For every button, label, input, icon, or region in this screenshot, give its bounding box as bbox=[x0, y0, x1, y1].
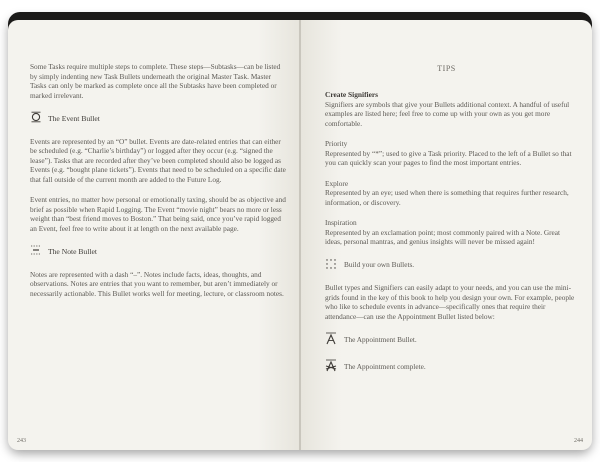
notebook bbox=[8, 12, 592, 448]
event-paragraph-2: Event entries, no matter how personal or emotionally taxing, should be as objective and brief as possible when Rapid Logging. The Event “movie night” bears no more or less weight than “best friend moves to Boston.” That being said, once you’ve rapid logged an Event, feel free to write about it at length on the next available page. bbox=[30, 195, 286, 233]
event-paragraph-1: Events are represented by an “O” bullet. Events are date-related entries that can either be scheduled (e.g. “Charlie’s birthday”) or logged after they occur (e.g. “signed the lease”). Tasks that are recorded after they’ve been completed should also be logged as Events (e.g. “bought plane tickets”). Events that need to be scheduled on a specific date that fall outside of the current month are added to the Future Log. bbox=[30, 136, 286, 184]
appointment-complete-icon bbox=[325, 359, 339, 375]
priority-paragraph: Represented by “*”; used to give a Task priority. Placed to the left of a Bullet so that you can quickly scan your pages to find the most important entries. bbox=[325, 148, 572, 167]
note-dash-icon bbox=[30, 244, 44, 259]
event-bullet-heading bbox=[30, 111, 288, 126]
tips-title: TIPS bbox=[437, 64, 456, 73]
event-circle-icon bbox=[30, 111, 44, 126]
appointment-bullet-line bbox=[325, 332, 577, 348]
right-page bbox=[301, 20, 592, 450]
inspiration-heading: Inspiration bbox=[325, 218, 357, 227]
inspiration-paragraph: Represented by an exclamation point; most commonly paired with a Note. Great ideas, personal mantras, and genius insights will never be missed again! bbox=[325, 227, 561, 246]
build-bullets-label: Build your own Bullets. bbox=[344, 260, 415, 269]
note-paragraph: Notes are represented with a dash “–”. Notes include facts, ideas, thoughts, and observations. Notes are entries that you want to remember, but aren’t immediately or necessarily actionable. This Bullet works well for meeting, lecture, or classroom notes. bbox=[30, 269, 284, 298]
create-signifiers-heading: Create Signifiers bbox=[325, 90, 379, 99]
priority-heading: Priority bbox=[325, 139, 348, 148]
note-bullet-title: The Note Bullet bbox=[48, 246, 97, 256]
note-bullet-heading bbox=[30, 244, 288, 259]
right-page-number: 244 bbox=[574, 437, 583, 444]
bullet-types-paragraph: Bullet types and Signifiers can easily adapt to your needs, and you can use the mini-grids found in the key of this book to help you design your own. For example, people who like to schedule events in advance—specifically ones that require their attendance—can use the Appointment Bullet listed below: bbox=[325, 283, 575, 321]
left-page bbox=[8, 20, 299, 450]
create-signifiers-paragraph: Signifiers are symbols that give your Bullets additional context. A handful of useful examples are listed here; feel free to come up with your own as you get more comfortable. bbox=[325, 99, 570, 128]
left-page-number: 243 bbox=[17, 437, 26, 444]
left-page-content bbox=[30, 62, 288, 309]
appointment-complete-line bbox=[325, 359, 577, 375]
build-bullets-line bbox=[325, 258, 577, 273]
event-bullet-title: The Event Bullet bbox=[48, 113, 100, 123]
explore-heading: Explore bbox=[325, 178, 349, 188]
right-page-content bbox=[325, 90, 577, 385]
subtasks-paragraph: Some Tasks require multiple steps to complete. These steps—Subtasks—can be listed by simply indenting new Task Bullets underneath the original Master Task. Master Tasks can only be marked as complete once all the Subtasks have been completed or marked irrelevant. bbox=[30, 62, 281, 100]
dot-grid-icon bbox=[325, 258, 339, 273]
explore-paragraph: Represented by an eye; used when there is something that requires further research, information, or discovery. bbox=[325, 188, 569, 207]
appointment-icon bbox=[325, 332, 339, 348]
appointment-bullet-label: The Appointment Bullet. bbox=[344, 335, 417, 344]
appointment-complete-label: The Appointment complete. bbox=[344, 361, 426, 371]
